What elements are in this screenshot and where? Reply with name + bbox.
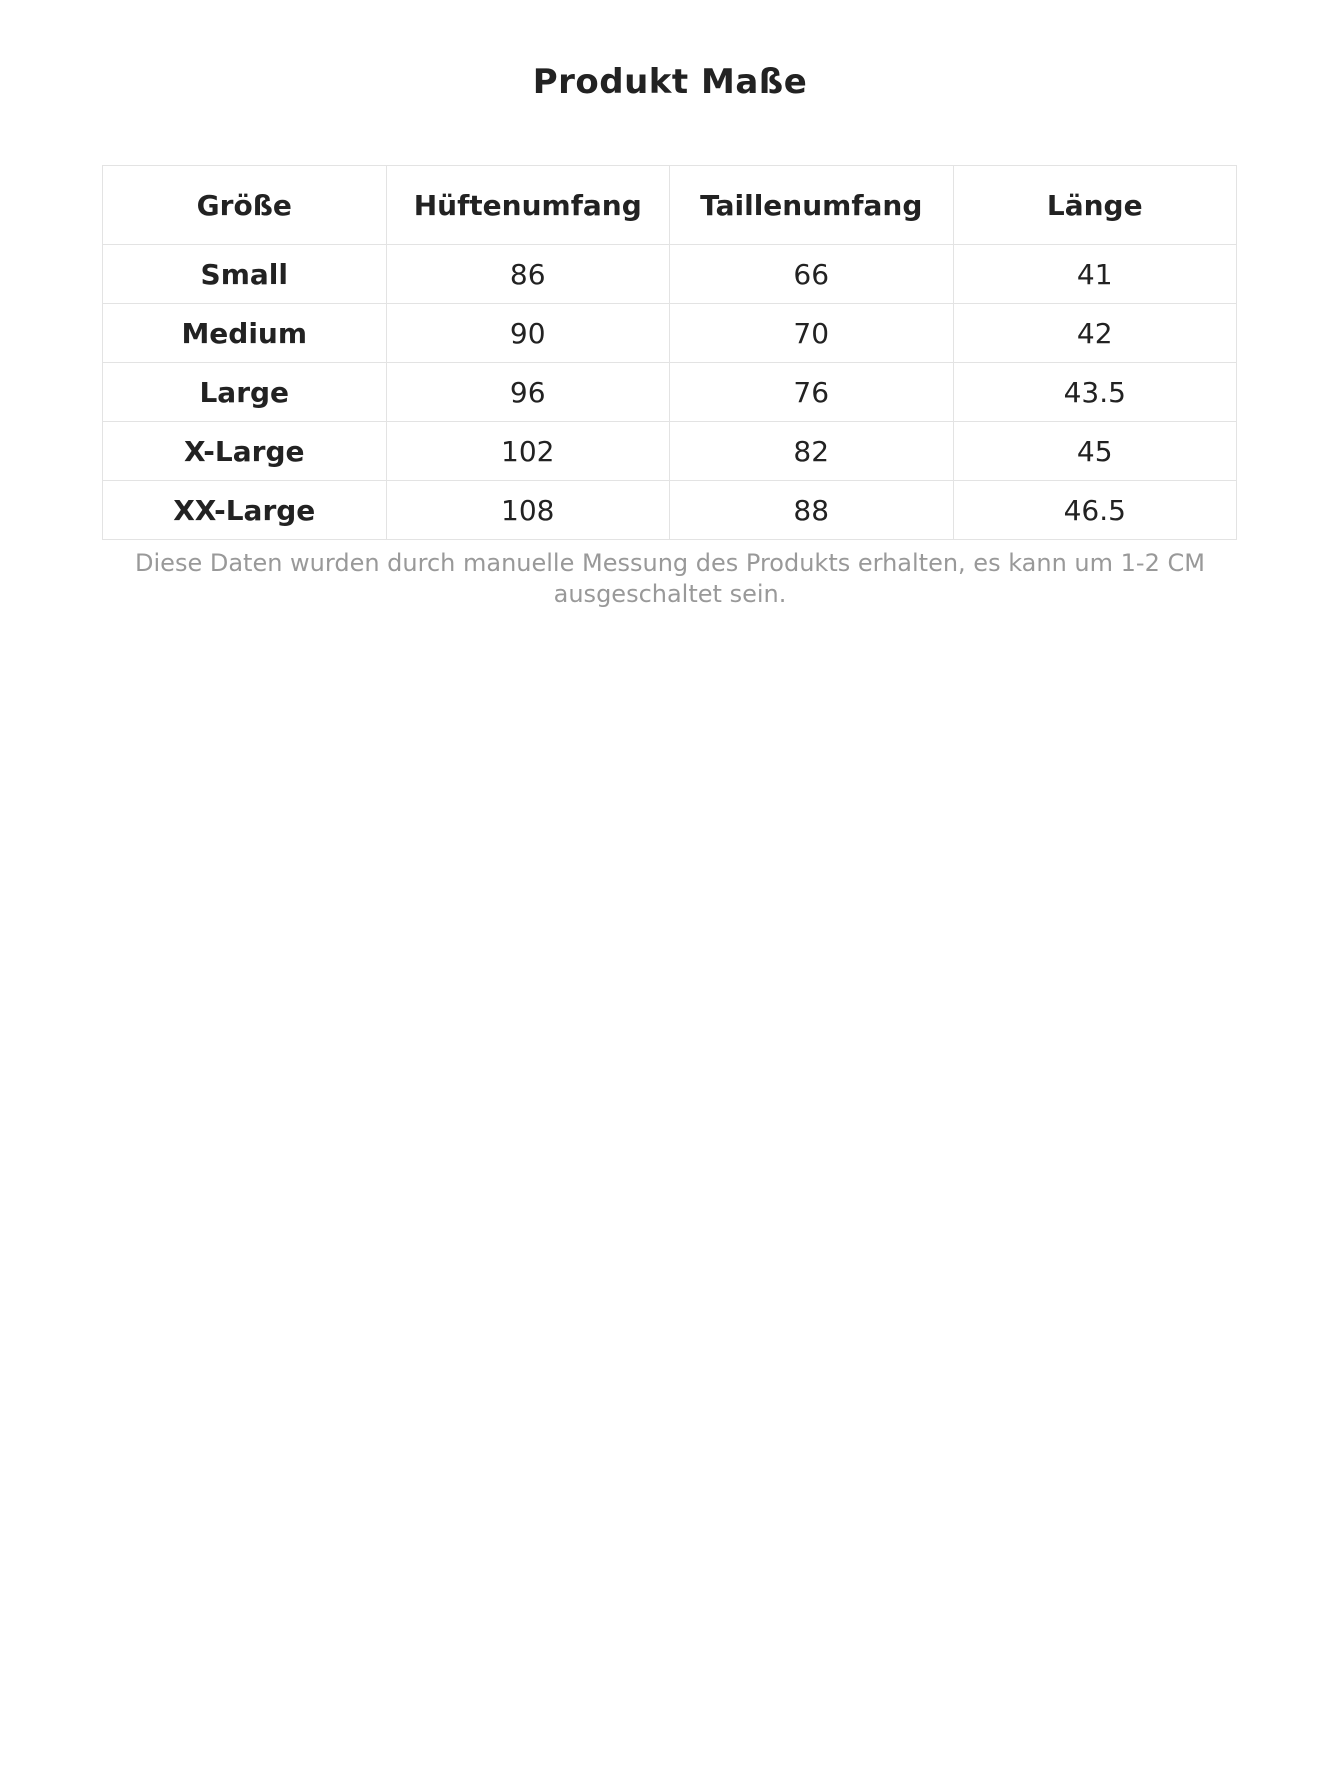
size-cell: Medium bbox=[103, 304, 387, 363]
hip-cell: 108 bbox=[386, 481, 670, 540]
column-header-hip: Hüftenumfang bbox=[386, 166, 670, 245]
size-cell: X-Large bbox=[103, 422, 387, 481]
page-title: Produkt Maße bbox=[532, 62, 808, 102]
size-table bbox=[102, 165, 1237, 540]
table-body bbox=[103, 245, 1237, 540]
table-header bbox=[103, 166, 1237, 245]
size-cell: Large bbox=[103, 363, 387, 422]
length-cell: 41 bbox=[953, 245, 1237, 304]
measurement-note bbox=[60, 548, 1280, 610]
length-cell: 42 bbox=[953, 304, 1237, 363]
waist-cell: 82 bbox=[670, 422, 954, 481]
waist-cell: 88 bbox=[670, 481, 954, 540]
hip-cell: 86 bbox=[386, 245, 670, 304]
size-cell: XX-Large bbox=[103, 481, 387, 540]
length-cell: 43.5 bbox=[953, 363, 1237, 422]
hip-cell: 102 bbox=[386, 422, 670, 481]
length-cell: 45 bbox=[953, 422, 1237, 481]
column-header-size: Größe bbox=[103, 166, 387, 245]
table-row bbox=[103, 363, 1237, 422]
table-row bbox=[103, 245, 1237, 304]
waist-cell: 66 bbox=[670, 245, 954, 304]
hip-cell: 96 bbox=[386, 363, 670, 422]
table-row bbox=[103, 304, 1237, 363]
size-cell: Small bbox=[103, 245, 387, 304]
length-cell: 46.5 bbox=[953, 481, 1237, 540]
hip-cell: 90 bbox=[386, 304, 670, 363]
waist-cell: 70 bbox=[670, 304, 954, 363]
table-row bbox=[103, 422, 1237, 481]
measurement-note-line-2: ausgeschaltet sein. bbox=[553, 580, 787, 608]
column-header-length: Länge bbox=[953, 166, 1237, 245]
measurement-note-line-1: Diese Daten wurden durch manuelle Messung des Produkts erhalten, es kann um 1-2 CM bbox=[135, 549, 1205, 577]
table-row bbox=[103, 481, 1237, 540]
table-header-row bbox=[103, 166, 1237, 245]
waist-cell: 76 bbox=[670, 363, 954, 422]
column-header-waist: Taillenumfang bbox=[670, 166, 954, 245]
